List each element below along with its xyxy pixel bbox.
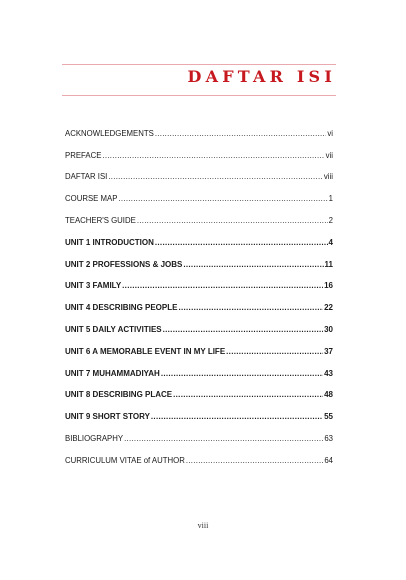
toc-leader-dots [151,412,323,421]
toc-entry-page: 48 [324,390,333,400]
toc-entry-title: PREFACE [65,150,102,160]
toc-entry-page: 63 [324,433,333,443]
toc-leader-dots [178,303,323,312]
toc-entry-title: BIBLIOGRAPHY [65,433,124,443]
toc-entry-title: UNIT 7 MUHAMMADIYAH [65,368,160,378]
toc-entry-page: viii [323,172,333,182]
toc-entry-page: 16 [324,281,333,291]
toc-entry[interactable] [65,160,333,182]
toc-entry-title: UNIT 8 DESCRIBING PLACE [65,390,173,400]
toc-entry-page: 2 [328,215,333,225]
toc-entry[interactable] [65,181,333,203]
toc-leader-dots [173,390,323,399]
toc-entry-title: UNIT 9 SHORT STORY [65,412,150,422]
toc-entry-title: COURSE MAP [65,194,118,204]
toc-entry[interactable] [65,334,333,356]
toc-entry-title: UNIT 4 DESCRIBING PEOPLE [65,303,178,313]
toc-leader-dots [161,369,323,378]
table-of-contents [65,116,333,465]
toc-leader-dots [186,456,323,465]
toc-entry-page: 55 [324,412,333,422]
page-title: DAFTAR ISI [187,67,336,86]
toc-entry-page: 64 [324,455,333,465]
page-number: viii [197,521,209,530]
toc-leader-dots [226,347,323,356]
toc-entry[interactable] [65,203,333,225]
toc-leader-dots [108,172,323,181]
toc-entry-page: 4 [328,237,333,247]
toc-leader-dots [118,194,327,203]
toc-entry-title: UNIT 5 DAILY ACTIVITIES [65,324,162,334]
toc-entry[interactable] [65,269,333,291]
toc-entry-title: DAFTAR ISI [65,172,108,182]
toc-entry[interactable] [65,247,333,269]
toc-leader-dots [163,325,323,334]
toc-leader-dots [183,260,323,269]
toc-entry[interactable] [65,378,333,400]
toc-entry[interactable] [65,312,333,334]
toc-leader-dots [122,281,323,290]
toc-leader-dots [155,129,327,138]
toc-entry-title: UNIT 6 A MEMORABLE EVENT IN MY LIFE [65,346,226,356]
toc-leader-dots [137,216,328,225]
toc-entry-page: 1 [328,194,333,204]
toc-entry-page: 37 [324,346,333,356]
toc-entry-title: UNIT 3 FAMILY [65,281,122,291]
toc-entry[interactable] [65,356,333,378]
toc-leader-dots [102,151,324,160]
toc-entry[interactable] [65,443,333,465]
toc-entry-page: 11 [324,259,333,269]
toc-entry[interactable] [65,421,333,443]
toc-entry[interactable] [65,225,333,247]
toc-leader-dots [155,238,328,247]
toc-entry[interactable] [65,399,333,421]
toc-entry[interactable] [65,116,333,138]
toc-entry-title: ACKNOWLEDGEMENTS [65,128,154,138]
toc-entry-page: 30 [324,324,333,334]
toc-entry-page: vii [325,150,333,160]
toc-entry-title: CURRICULUM VITAE of AUTHOR [65,455,185,465]
toc-entry-title: UNIT 1 INTRODUCTION [65,237,154,247]
toc-entry-title: TEACHER'S GUIDE [65,215,136,225]
bottom-rule [62,95,336,96]
toc-entry[interactable] [65,138,333,160]
toc-entry-page: vi [327,128,333,138]
toc-entry-title: UNIT 2 PROFESSIONS & JOBS [65,259,183,269]
toc-entry-page: 43 [324,368,333,378]
toc-entry[interactable] [65,290,333,312]
toc-leader-dots [124,434,323,443]
toc-entry-page: 22 [324,303,333,313]
top-rule [62,64,336,65]
